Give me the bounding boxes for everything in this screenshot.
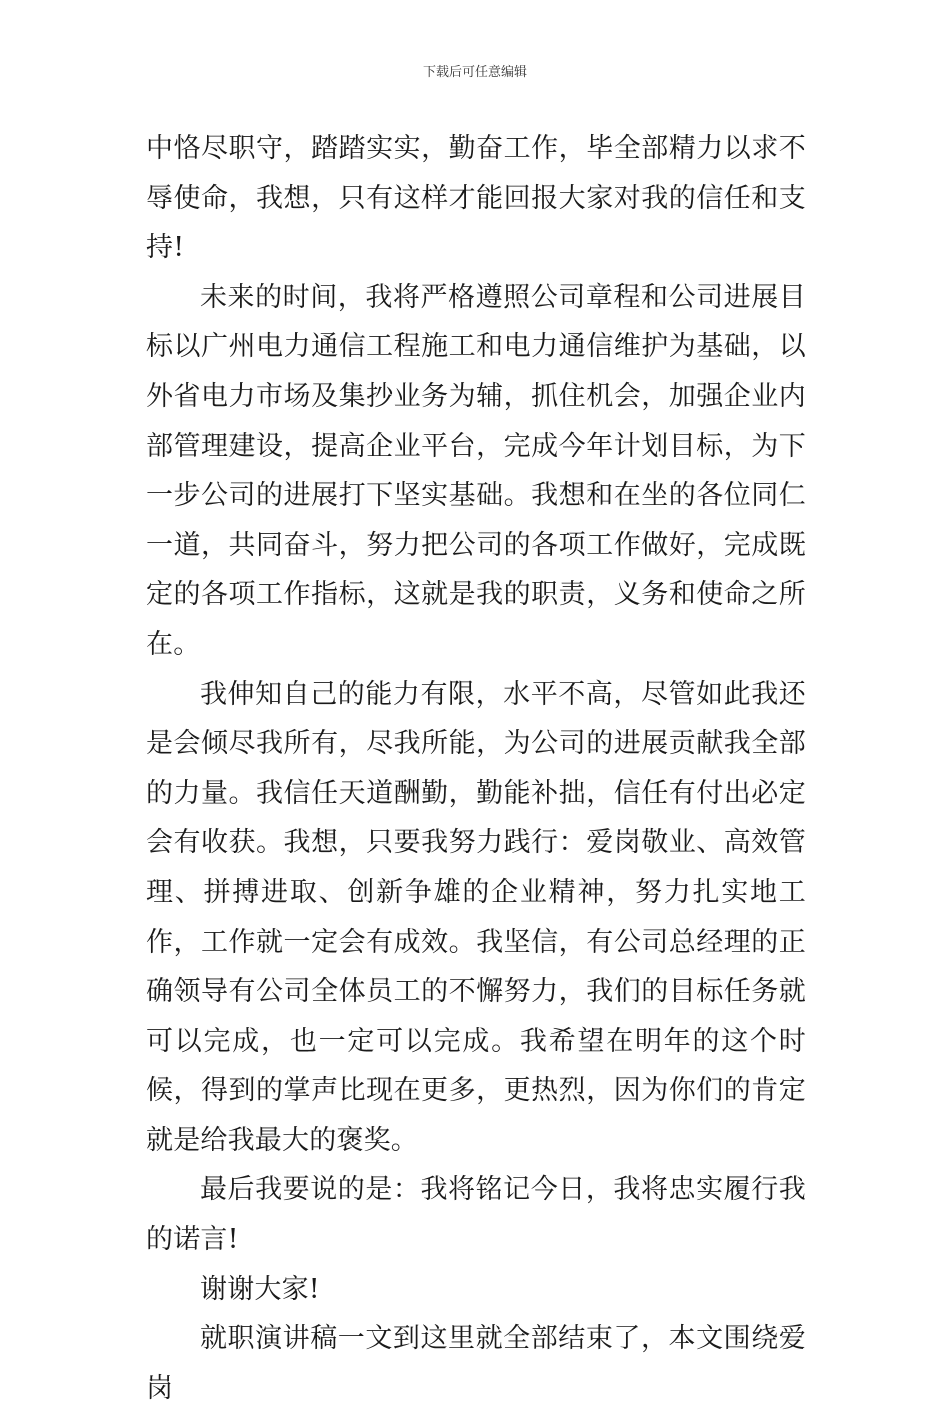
paragraph-3: 我伸知自己的能力有限，水平不高，尽管如此我还是会倾尽我所有，尽我所能，为公司的进展贡献我全部的力量。我信任天道酬勤，勤能补拙，信任有付出必定会有收获。我想，只要我努力践行：爱岗敬业、高效管理、拼搏进取、创新争雄的企业精神，努力扎实地工作，工作就一定会有成效。我坚信，有公司总经理的正确领导有公司全体员工的不懈努力，我们的目标任务就可以完成，也一定可以完成。我希望在明年的这个时候，得到的掌声比现在更多，更热烈，因为你们的肯定就是给我最大的褒奖。 bbox=[146, 678, 806, 1156]
paragraph-6: 就职演讲稿一文到这里就全部结束了，本文围绕爱岗 bbox=[146, 1323, 806, 1404]
paragraph-5: 谢谢大家! bbox=[200, 1273, 320, 1305]
page-header: 下载后可任意编辑 bbox=[422, 65, 527, 80]
document-body bbox=[146, 124, 806, 1413]
paragraph-4: 最后我要说的是：我将铭记今日，我将忠实履行我的诺言! bbox=[146, 1174, 806, 1256]
paragraph-2: 未来的时间，我将严格遵照公司章程和公司进展目标以广州电力通信工程施工和电力通信维护为基础，以外省电力市场及集抄业务为辅，抓住机会，加强企业内部管理建设，提高企业平台，完成今年计划目标，为下一步公司的进展打下坚实基础。我想和在坐的各位同仁一道，共同奋斗，努力把公司的各项工作做好，完成既定的各项工作指标，这就是我的职责，义务和使命之所在。 bbox=[146, 281, 806, 660]
paragraph-1: 中恪尽职守，踏踏实实，勤奋工作，毕全部精力以求不辱使命，我想，只有这样才能回报大家对我的信任和支持! bbox=[146, 133, 806, 264]
